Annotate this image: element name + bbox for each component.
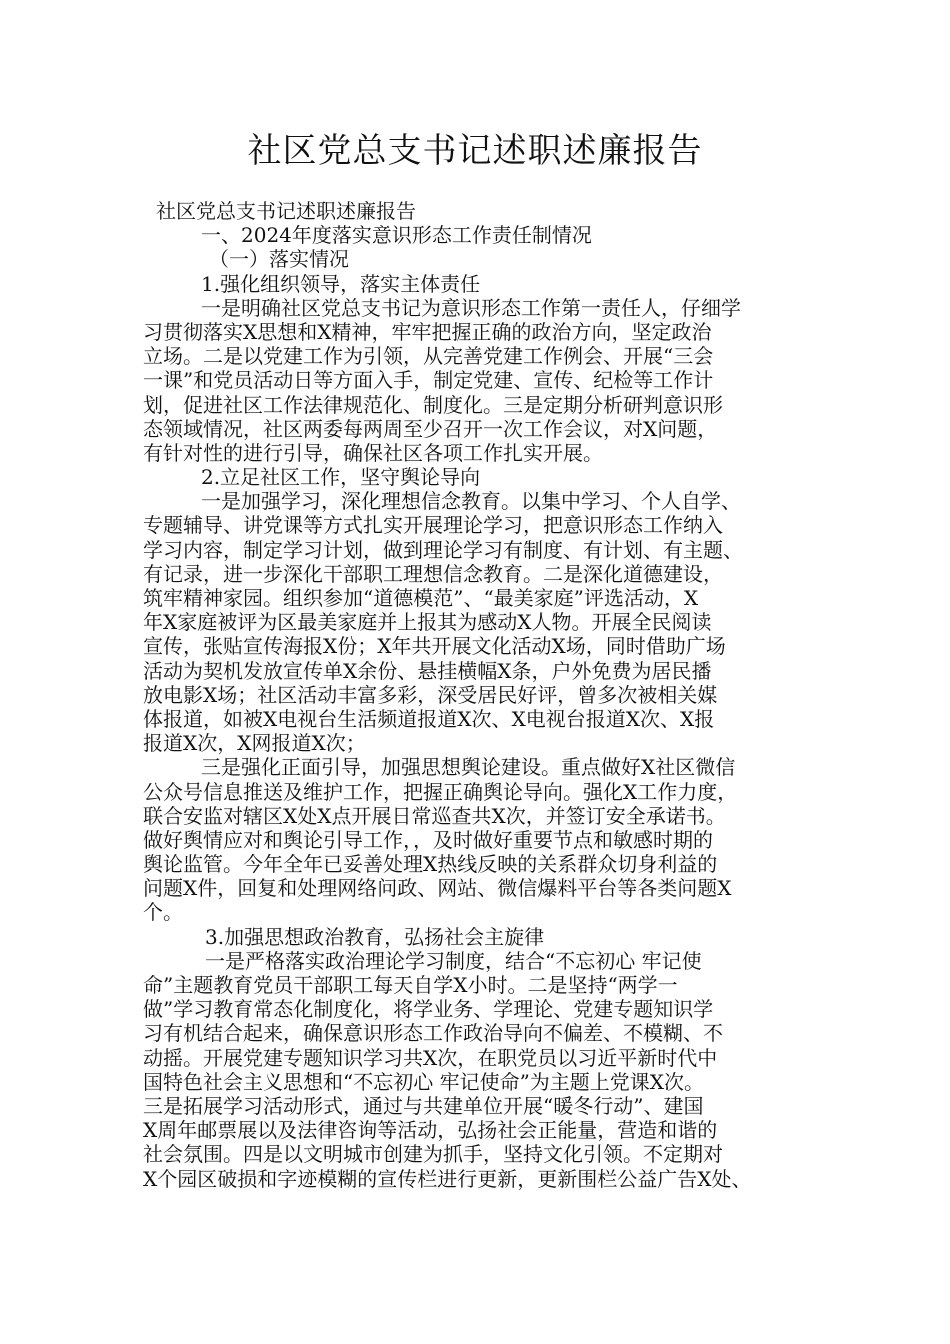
text-line: 有针对性的进行引导，确保社区各项工作扎实开展。: [143, 440, 603, 465]
text-line: 命”主题教育党员干部职工每天自学X小时。二是坚持“两学一: [143, 973, 678, 997]
text-line: 个。: [143, 900, 183, 925]
text-line: 报道X次，X网报道X次；: [143, 731, 366, 756]
text-line: 年X家庭被评为区最美家庭并上报其为感动X人物。开展全民阅读: [143, 610, 712, 635]
text-line: 1.强化组织领导，落实主体责任: [201, 271, 481, 296]
text-line: 划，促进社区工作法律规范化、制度化。三是定期分析研判意识形: [143, 392, 723, 417]
text-line: 动摇。开展党建专题知识学习共X次，在职党员以习近平新时代中: [143, 1045, 718, 1070]
text-line: 一是严格落实政治理论学习制度，结合“不忘初心 牢记使: [205, 948, 702, 973]
text-line: 联合安监对辖区X处X点开展日常巡查共X次，并签订安全承诺书。: [143, 803, 726, 828]
text-line: 问题X件，回复和处理网络问政、网站、微信爆料平台等各类问题X: [143, 876, 732, 901]
text-line: 社会氛围。四是以文明城市创建为抓手，坚持文化引领。不定期对: [143, 1142, 723, 1167]
document-title: 社区党总支书记述职述廉报告: [247, 131, 703, 171]
text-line: 公众号信息推送及维护工作，把握正确舆论导向。强化X工作力度，: [143, 779, 738, 804]
text-line: 习有机结合起来，确保意识形态工作政治导向不偏差、不模糊、不: [143, 1021, 723, 1046]
text-line: 一是明确社区党总支书记为意识形态工作第一责任人，仔细学: [201, 295, 741, 320]
text-line: 2.立足社区工作，坚守舆论导向: [201, 465, 481, 490]
text-line: 三是拓展学习活动形式，通过与共建单位开展“暖冬行动”、建国: [143, 1093, 704, 1118]
text-line: 活动为契机发放宣传单X余份、悬挂横幅X条，户外免费为居民播: [143, 658, 712, 683]
text-line: 做好舆情应对和舆论引导工作，，及时做好重要节点和敏感时期的: [143, 827, 713, 852]
text-line: 体报道，如被X电视台生活频道报道X次、X电视台报道X次、X报: [143, 706, 715, 731]
text-line: 一、2024年度落实意识形态工作责任制情况: [201, 223, 592, 248]
text-line: 国特色社会主义思想和“不忘初心 牢记使命”为主题上党课X次。: [143, 1069, 705, 1094]
text-line: 有记录，进一步深化干部职工理想信念教育。二是深化道德建设，: [143, 561, 723, 586]
document-body: [143, 199, 823, 1191]
text-line: 筑牢精神家园。组织参加“道德模范”、“最美家庭”评选活动，X: [143, 586, 699, 610]
text-line: X个园区破损和字迹模糊的宣传栏进行更新，更新围栏公益广告X处、: [143, 1166, 752, 1191]
text-line: 三是强化正面引导，加强思想舆论建设。重点做好X社区微信: [201, 755, 736, 780]
text-line: 舆论监管。今年全年已妥善处理X热线反映的关系群众切身利益的: [143, 852, 718, 877]
text-line: 社区党总支书记述职述廉报告: [156, 199, 416, 223]
text-line: 宣传，张贴宣传海报X份；X年共开展文化活动X场，同时借助广场: [143, 634, 726, 659]
text-line: 专题辅导、讲党课等方式扎实开展理论学习，把意识形态工作纳入: [143, 513, 723, 538]
text-line: 习贯彻落实X思想和X精神，牢牢把握正确的政治方向，坚定政治: [143, 319, 712, 344]
text-line: 做”学习教育常态化制度化，将学业务、学理论、党建专题知识学: [143, 997, 714, 1022]
text-line: 学习内容，制定学习计划，做到理论学习有制度、有计划、有主题、: [143, 537, 743, 562]
text-line: 一课”和党员活动日等方面入手，制定党建、宣传、纪检等工作计: [143, 368, 714, 393]
text-line: X周年邮票展以及法律咨询等活动，弘扬社会正能量，营造和谐的: [143, 1118, 718, 1143]
text-line: （一）落实情况: [209, 247, 349, 272]
text-line: 一是加强学习，深化理想信念教育。以集中学习、个人自学、: [201, 489, 741, 514]
text-line: 放电影X场；社区活动丰富多彩，深受居民好评，曾多次被相关媒: [143, 682, 718, 707]
text-line: 态领域情况，社区两委每两周至少召开一次工作会议，对X问题，: [143, 416, 718, 441]
text-line: 立场。二是以党建工作为引领，从完善党建工作例会、开展“三会: [143, 344, 714, 369]
text-line: 3.加强思想政治教育，弘扬社会主旋律: [205, 924, 545, 949]
